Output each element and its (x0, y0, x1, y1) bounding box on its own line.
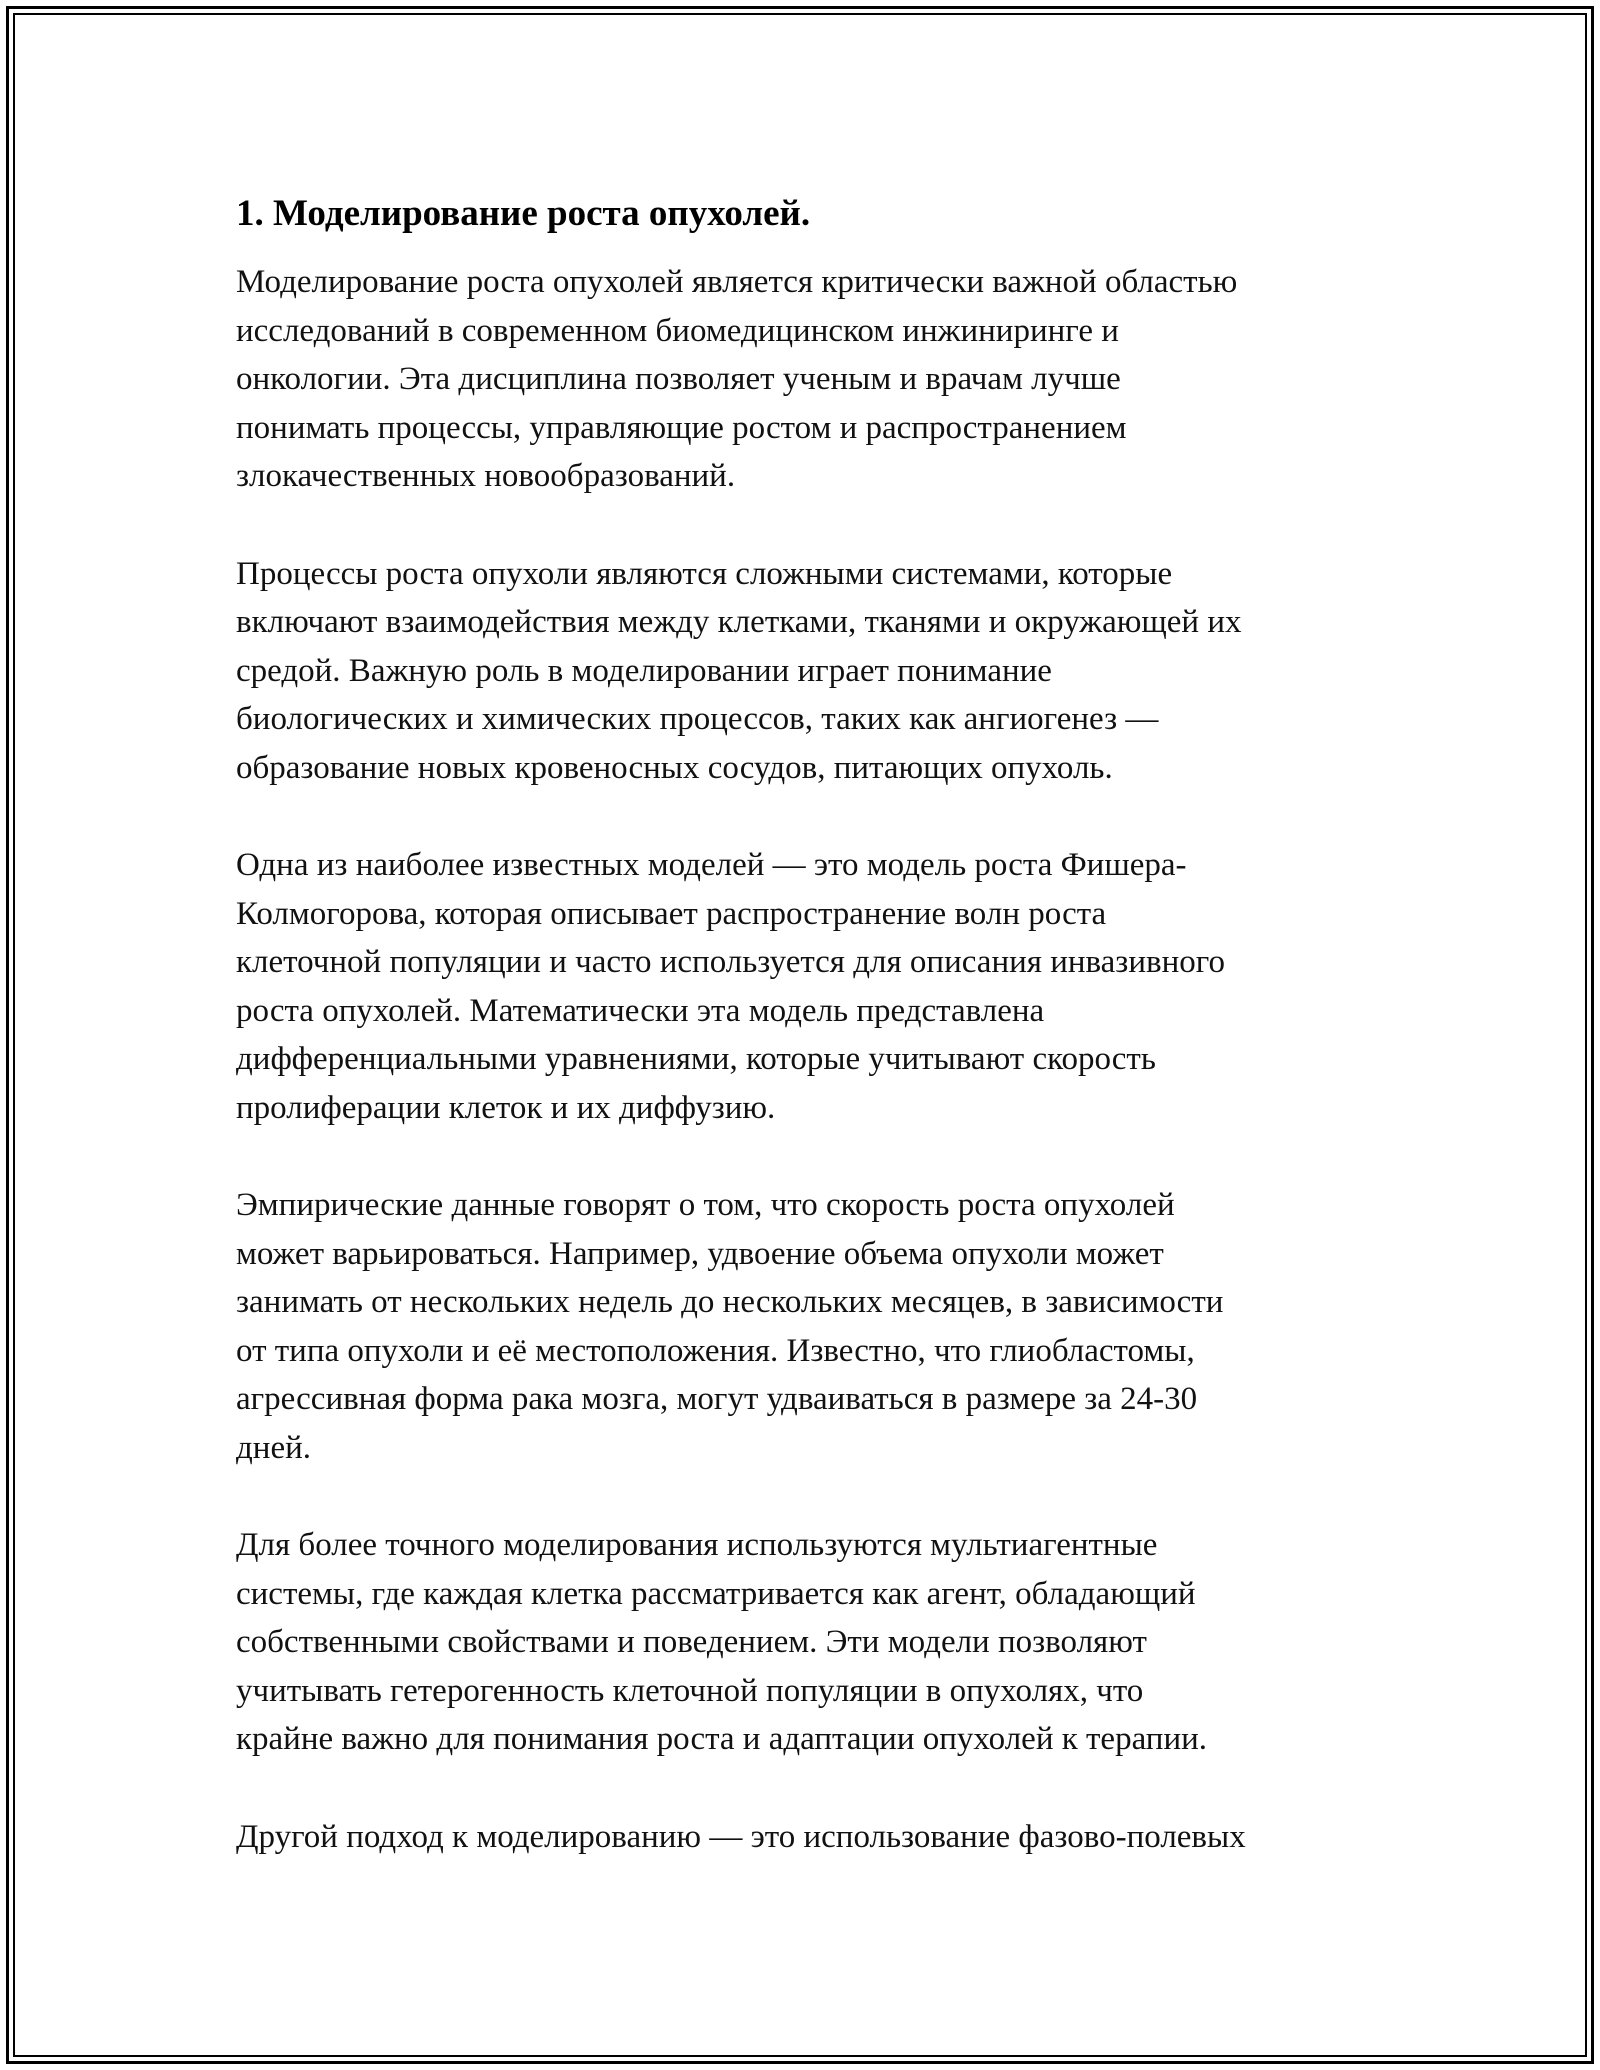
paragraph-1: Моделирование роста опухолей является критически важной областью исследований в современном биомедицинском инжиниринге и онкологии. Эта дисциплина позволяет ученым и врачам лучше понимать процессы, управляющие ростом и распространением злокачественных новообразований. (236, 264, 1238, 494)
section-heading: 1. Моделирование роста опухолей. (236, 193, 811, 234)
paragraph-2: Процессы роста опухоли являются сложными системами, которые включают взаимодействия между клетками, тканями и окружающей их средой. Важную роль в моделировании играет понимание биологических и химических процессов, таких как ангиогенез — образование новых кровеносных сосудов, питающих опухоль. (236, 555, 1242, 786)
paragraph-3: Одна из наиболее известных моделей — это модель роста Фишера- Колмогорова, которая описывает распространение волн роста клеточной популяции и часто используется для описания инвазивного роста опухолей. Математически эта модель представлена дифференциальными уравнениями, которые учитывают скорость пролиферации клеток и их диффузию. (236, 847, 1225, 1126)
paragraph-6: Другой подход к моделированию — это использование фазово-полевых (236, 1818, 1246, 1855)
document-body (236, 186, 1386, 1910)
paragraph-4: Эмпирические данные говорят о том, что скорость роста опухолей может варьироваться. Например, удвоение объема опухоли может занимать от нескольких недель до нескольких месяцев, в зависимости от типа опухоли и её местоположения. Известно, что глиобластомы, агрессивная форма рака мозга, могут удваиваться в размере за 24-30 дней. (236, 1187, 1224, 1466)
paragraph-5: Для более точного моделирования используются мультиагентные системы, где каждая клетка рассматривается как агент, обладающий собственными свойствами и поведением. Эти модели позволяют учитывать гетерогенность клеточной популяции в опухолях, что крайне важно для понимания роста и адаптации опухолей к терапии. (236, 1527, 1208, 1757)
